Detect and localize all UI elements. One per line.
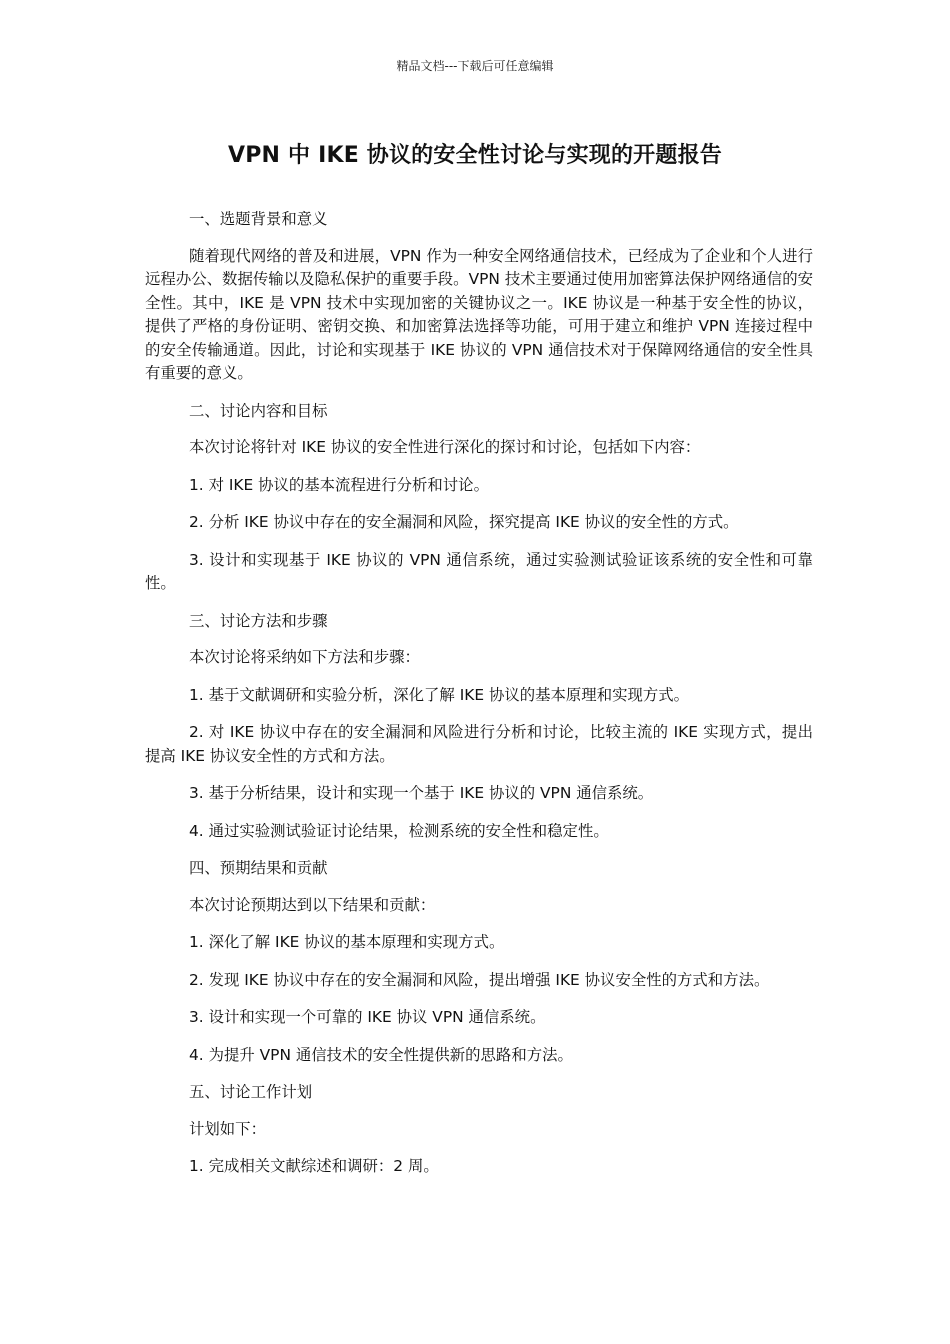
list-item: 2. 发现 IKE 协议中存在的安全漏洞和风险，提出增强 IKE 协议安全性的方式和方法。 [189, 970, 770, 989]
list-item: 4. 为提升 VPN 通信技术的安全性提供新的思路和方法。 [189, 1045, 573, 1064]
paragraph-plan-intro: 计划如下： [189, 1119, 266, 1138]
paragraph-background: 随着现代网络的普及和进展，VPN 作为一种安全网络通信技术，已经成为了企业和个人进行远程办公、数据传输以及隐私保护的重要手段。VPN 技术主要通过使用加密算法保护网络通信的安全性。其中，IKE 是 VPN 技术中实现加密的关键协议之一。IKE 协议是一种基于安全性的协议，提供了严格的身份证明、密钥交换、和加密算法选择等功能，可用于建立和维护 VPN 连接过程中的安全传输通道。因此，讨论和实现基于 IKE 协议的 VPN 通信技术对于保障网络通信的安全性具有重要的意义。 [145, 246, 813, 382]
list-item: 1. 基于文献调研和实验分析，深化了解 IKE 协议的基本原理和实现方式。 [189, 685, 690, 704]
list-item: 2. 分析 IKE 协议中存在的安全漏洞和风险，探究提高 IKE 协议的安全性的方式。 [189, 513, 739, 531]
paragraph-methods-intro: 本次讨论将采纳如下方法和步骤： [189, 648, 420, 666]
section-heading-results: 四、预期结果和贡献 [189, 859, 328, 877]
header-note: 精品文档---下载后可任意编辑 [396, 59, 554, 73]
list-item: 2. 对 IKE 协议中存在的安全漏洞和风险进行分析和讨论，比较主流的 IKE 实现方式，提出提高 IKE 协议安全性的方式和方法。 [145, 723, 813, 765]
section-heading-plan: 五、讨论工作计划 [189, 1083, 313, 1101]
document-title: VPN 中 IKE 协议的安全性讨论与实现的开题报告 [227, 143, 722, 168]
list-item: 1. 完成相关文献综述和调研：2 周。 [189, 1157, 439, 1175]
section-heading-methods: 三、讨论方法和步骤 [189, 611, 328, 630]
list-item: 4. 通过实验测试验证讨论结果，检测系统的安全性和稳定性。 [189, 821, 609, 840]
paragraph-results-intro: 本次讨论预期达到以下结果和贡献： [189, 895, 436, 914]
list-item: 3. 设计和实现一个可靠的 IKE 协议 VPN 通信系统。 [189, 1008, 546, 1026]
section-heading-content: 二、讨论内容和目标 [189, 401, 328, 420]
document-body [145, 208, 813, 1193]
list-item: 3. 设计和实现基于 IKE 协议的 VPN 通信系统，通过实验测试验证该系统的安全性和可靠性。 [145, 550, 813, 592]
list-item: 1. 深化了解 IKE 协议的基本原理和实现方式。 [189, 933, 505, 951]
paragraph-content-intro: 本次讨论将针对 IKE 协议的安全性进行深化的探讨和讨论，包括如下内容： [189, 438, 701, 456]
section-heading-background: 一、选题背景和意义 [189, 210, 328, 228]
list-item: 1. 对 IKE 协议的基本流程进行分析和讨论。 [189, 475, 489, 494]
list-item: 3. 基于分析结果，设计和实现一个基于 IKE 协议的 VPN 通信系统。 [189, 784, 654, 802]
